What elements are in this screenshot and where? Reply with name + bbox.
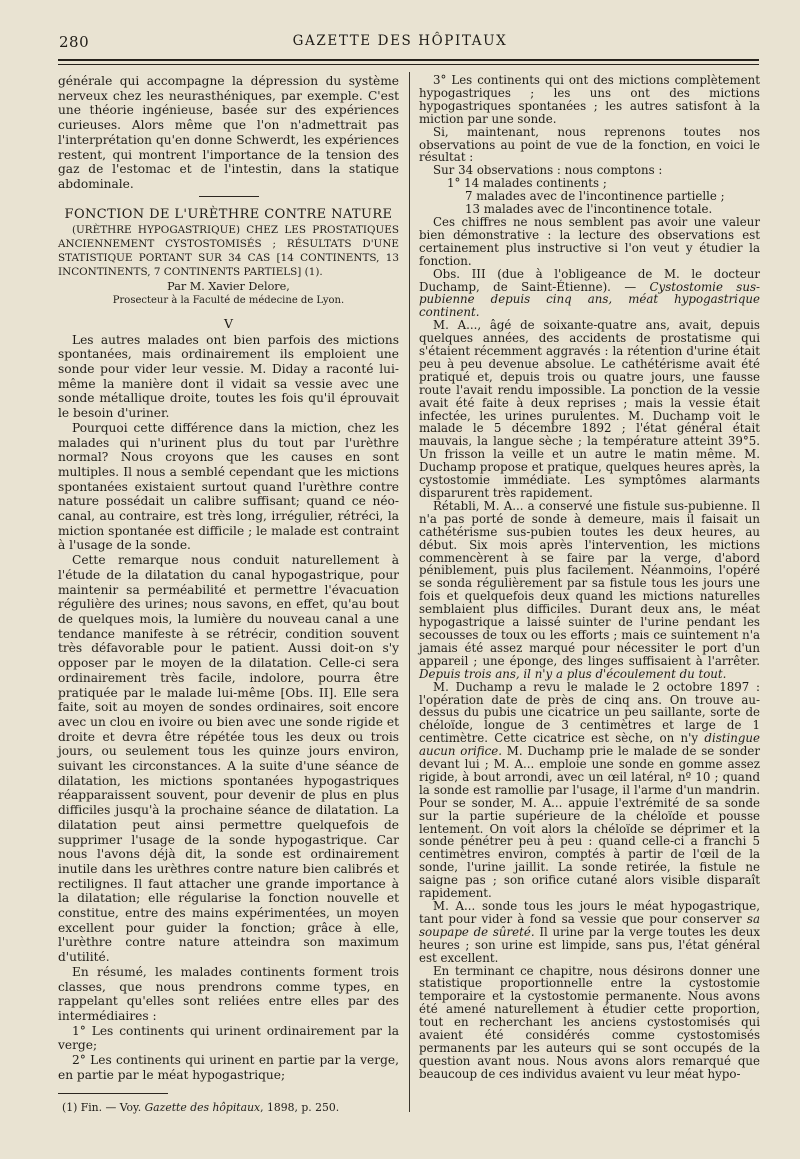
observation-heading-italic: Cystostomie sus-pubienne depuis cinq ans, méat hypogastrique continent.	[419, 279, 760, 320]
footnote-ref: , 1898, p. 250.	[260, 1101, 340, 1114]
paragraph: M. A..., âgé de soixante-quatre ans, avait, depuis quelques années, des accidents de prostatisme qui s'étaient récemment aggravés : la rétention d'urine était peu à peu devenue absolue. Le cathétérisme avait été pratiqué et, depuis trois ou quatre jours, une fausse route l'avait rendu impossible. La ponction de la vessie avait été faite à deux reprises ; mais la vessie était infectée, les urines purulentes. M. Duchamp voit le malade le 5 décembre 1892 ; l'état général était mauvais, la langue sèche ; la température atteint 39°5. Un frisson la veille et un autre le matin même. M. Duchamp propose et pratique, quelques heures après, la cystostomie immédiate. Les symptômes alarmants disparurent très rapidement.	[419, 318, 760, 500]
paragraph: En terminant ce chapitre, nous désirons donner une statistique proportionnelle entre la cystostomie temporaire et la cystostomie permanente. Nous avons été amené naturellement à étudier cette proportion, tout en recherchant les anciens cystostomisés qui avaient été considérés comme cystostomisés permanents par les auteurs qui se sont occupés de la question avant nous. Nous avons alors remarqué que beaucoup de ces individus avaient vu leur méat hypo-	[419, 963, 760, 1081]
statistic-line: 7 malades avec de l'incontinence partielle ;	[465, 189, 725, 204]
header-rule-thin	[58, 64, 759, 65]
observation-heading-text: Obs. III (due à l'obligeance de M. le docteur Duchamp, de Saint-Étienne).	[419, 266, 760, 294]
statistic-line: 13 malades avec de l'incontinence totale.	[465, 202, 713, 217]
column-divider	[409, 72, 410, 1112]
paragraph	[419, 900, 760, 965]
paragraph: En résumé, les malades continents forment trois classes, que nous prendrons comme types, en rappelant qu'elles sont reliées entre elles par des intermédiaires :	[58, 964, 399, 1023]
paragraph: 2° Les continents qui urinent en partie par la verge, en partie par le méat hypogastrique;	[58, 1053, 399, 1082]
paragraph-italic: sa soupape de sûreté.	[419, 911, 760, 939]
left-column	[58, 74, 399, 1082]
paragraph: Cette remarque nous conduit naturellement à l'étude de la dilatation du canal hypogastrique, pour maintenir sa perméabilité et permettre l'évacuation régulière des urines; nous savons, en effet, qu'au bout de quelques mois, la lumière du nouveau canal a une tendance manifeste à se rétrécir, condition souvent très défavorable pour le patient. Aussi doit-on s'y opposer par le moyen de la dilatation. Celle-ci sera ordinairement très facile, indolore, pourra être pratiquée par le malade lui-même [Obs. II]. Elle sera faite, soit au moyen de sondes ordinaires, soit encore avec un clou en ivoire ou bien avec une sonde rigide et droite et devra être répétée tous les deux ou trois jours, ou seulement tous les quinze jours environ, suivant les circonstances. A la suite d'une séance de dilatation, les mictions spontanées hypogastriques réapparaissent souvent, pour devenir de plus en plus difficiles jusqu'à la prochaine séance de dilatation. La dilatation peut ainsi permettre quelquefois de supprimer l'usage de la sonde hypogastrique. Car nous l'avons déjà dit, la sonde est ordinairement inutile dans les urèthres contre nature bien calibrés et rectilignes. Il faut attacher une grande importance à la dilatation; elle régularise la fonction nouvelle et constitue, entre des mains expérimentées, un moyen excellent pour guider la fonction; grâce à elle, l'urèthre contre nature atteindra son maximum d'utilité.	[58, 553, 399, 965]
paragraph-text: Rétabli, M. A... a conservé une fistule sus-pubienne. Il n'a pas porté de sonde à demeure, mais il faisait un cathétérisme sus-pubien toutes les deux heures, au début. Six mois après l'intervention, les mictions commencèrent à se faire par la verge, d'abord péniblement, puis plus facilement. Néanmoins, l'opéré se sonda régulièrement par sa fistule tous les jours une fois et quelquefois deux quand les mictions naturelles semblaient plus difficiles. Durant deux ans, le méat hypogastrique a laissé suinter de l'urine pendant les secousses de toux ou les efforts ; mais ce suintement n'a jamais été assez marqué pour nécessiter le port d'un appareil ; une éponge, des linges suffisaient à l'arrêter.	[419, 498, 760, 668]
paragraph: Ces chiffres ne nous semblent pas avoir une valeur bien démonstrative : la lecture des observations est certainement plus instructive si l'on veut y étudier la fonction.	[419, 214, 760, 268]
author-line: Par M. Xavier Delore,	[167, 279, 290, 293]
section-number: V	[223, 315, 234, 331]
footnote	[62, 1101, 339, 1114]
paragraph: Pourquoi cette différence dans la miction, chez les malades qui n'urinent plus du tout par l'urèthre normal? Nous croyons que les causes en sont multiples. Il nous a semblé cependant que les mictions spontanées existaient surtout quand l'urèthre contre nature possédait un calibre suffisant; quand ce néo-canal, au contraire, est très long, irrégulier, rétréci, la miction spontanée est difficile ; le malade est contraint à l'usage de la sonde.	[58, 420, 399, 553]
article-subtitle: (URÈTHRE HYPOGASTRIQUE) CHEZ LES PROSTATIQUES ANCIENNEMENT CYSTOSTOMISÉS ; RÉSULTATS D'UNE STATISTIQUE PORTANT SUR 34 CAS [14 CONTINENTS, 13 INCONTINENTS, 7 CONTINENTS PARTIELS] (1).	[58, 223, 399, 278]
paragraph-text: M. Duchamp a revu le malade le 2 octobre 1897 : l'opération date de près de cinq ans. On trouve au-dessus du pubis une cicatrice un peu saillante, sorte de chéloïde, longue de 3 centimètres et large de 1 centimètre. Cette cicatrice est sèche, on n'y	[419, 679, 760, 746]
paragraph: 3° Les continents qui ont des mictions complètement hypogastriques ; les uns ont des mictions hypogastriques spontanées ; les autres satisfont à la miction par une sonde.	[419, 73, 760, 126]
statistic-line: 1° 14 malades continents ;	[447, 176, 607, 191]
paragraph: Si, maintenant, nous reprenons toutes nos observations au point de vue de la fonction, en voici le résultat :	[419, 124, 760, 165]
observation-heading: Obs. III (due à l'obligeance de M. le docteur Duchamp, de Saint-Étienne). — Cystostomie sus-pubienne depuis cinq ans, méat hypogastrique continent.	[419, 266, 760, 320]
paragraph: Les autres malades ont bien parfois des mictions spontanées, mais ordinairement ils emploient une sonde pour vider leur vessie. M. Diday a raconté lui-même la manière dont il vidait sa vessie avec une sonde métallique droite, toutes les fois qu'il éprouvait le besoin d'uriner.	[58, 332, 399, 421]
paragraph: générale qui accompagne la dépression du système nerveux chez les neurasthéniques, par exemple. C'est une théorie ingénieuse, basée sur des expériences curieuses. Alors même que l'on n'admettrait pas l'interprétation qu'en donne Schwerdt, les expériences restent, qui montrent l'importance de la tension des gaz de l'estomac et de l'intestin, dans la statique abdominale.	[58, 74, 399, 191]
paragraph-italic: Depuis trois ans, il n'y a plus d'écoulement du tout.	[419, 666, 727, 681]
author-role: Prosecteur à la Faculté de médecine de Lyon.	[112, 294, 345, 306]
paragraph-italic: distingue aucun orifice.	[419, 731, 761, 759]
footnote-journal: Gazette des hôpitaux	[144, 1101, 261, 1114]
paragraph-text: M. A... sonde tous les jours le méat hypogastrique, tant pour vider à fond sa vessie que pour conserver	[419, 899, 760, 926]
paragraph-text: Il urine par la verge toutes les deux heures ; son urine est limpide, sans pus, l'état général est excellent.	[419, 924, 760, 965]
page-number: 280	[59, 33, 90, 51]
statistics-intro: Sur 34 observations : nous comptons :	[433, 163, 663, 178]
paragraph	[419, 681, 760, 900]
footnote-rule	[58, 1093, 168, 1094]
section-separator	[199, 196, 259, 197]
footnote-text: (1) Fin. — Voy.	[62, 1101, 142, 1114]
paragraph	[419, 500, 760, 681]
paragraph: 1° Les continents qui urinent ordinairement par la verge;	[58, 1023, 399, 1053]
paragraph-text: M. Duchamp prie le malade de se sonder devant lui ; M. A... emploie une sonde en gomme assez rigide, à bout arrondi, avec un œil latéral, nº 10 ; quand la sonde est ramollie par l'usage, il l'arme d'un mandrin. Pour se sonder, M. A... appuie l'extrémité de sa sonde sur la partie supérieure de la chéloïde et pousse lentement. On voit alors la chéloïde se déprimer et la sonde pénétrer peu à peu : quand celle-ci a franchi 5 centimètres environ, comptés à partir de l'œil de la sonde, l'urine jaillit. La sonde retirée, la fistule ne saigne pas ; son orifice cutané alors visible disparaît rapidement.	[419, 744, 761, 901]
header-rule-thick	[58, 59, 759, 61]
right-column	[419, 74, 760, 1081]
article-title: FONCTION DE L'URÈTHRE CONTRE NATURE	[64, 206, 393, 222]
running-title: GAZETTE DES HÔPITAUX	[292, 33, 508, 49]
